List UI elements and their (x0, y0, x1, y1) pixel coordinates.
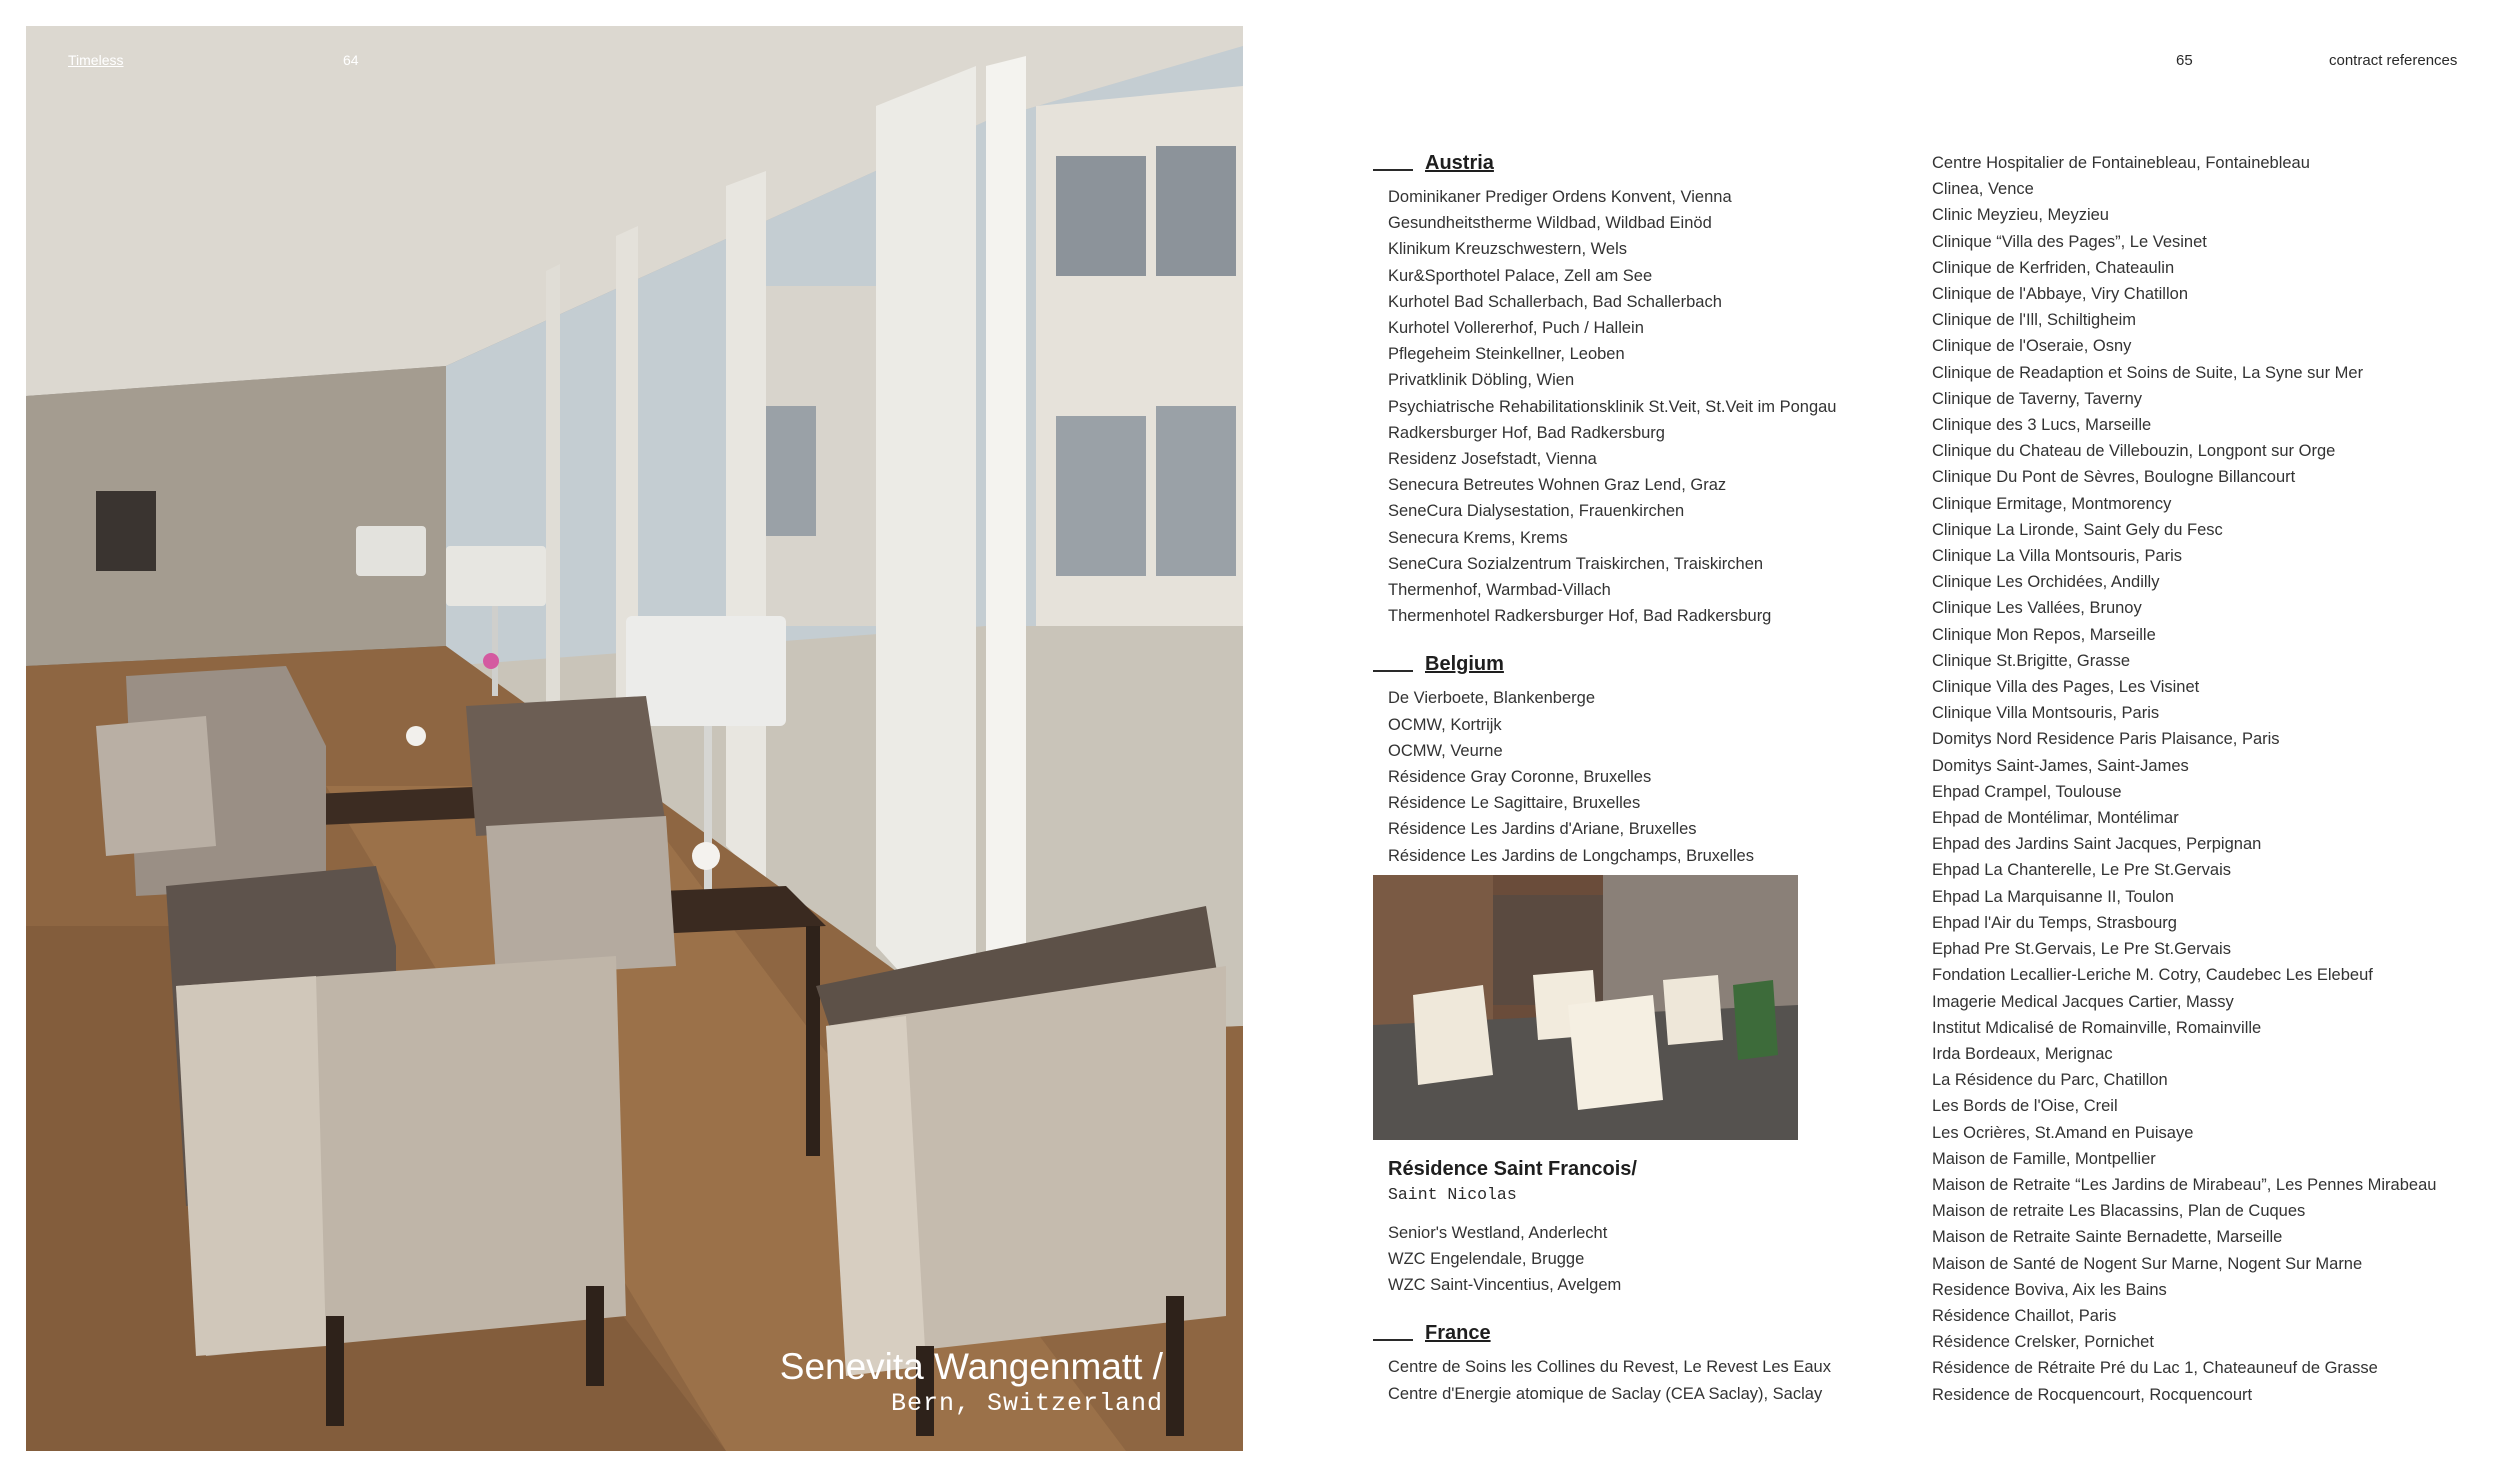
reference-list-france (1373, 1354, 1893, 1406)
inset-caption-title: Résidence Saint Francois/ (1388, 1157, 1637, 1180)
reference-item: Résidence de Rétraite Pré du Lac 1, Chateauneuf de Grasse (1932, 1359, 2378, 1378)
reference-item: Résidence Gray Coronne, Bruxelles (1388, 768, 1652, 787)
reference-item: OCMW, Veurne (1388, 741, 1503, 760)
photo-caption-subtitle: Bern, Switzerland (890, 1389, 1163, 1418)
reference-item: Clinique St.Brigitte, Grasse (1932, 651, 2131, 670)
inset-caption-subtitle: Saint Nicolas (1388, 1184, 1517, 1204)
page-number-right: 65 (2176, 52, 2193, 69)
reference-item: Centre de Soins les Collines du Revest, Le Revest Les Eaux (1388, 1358, 1831, 1377)
reference-item: SeneCura Sozialzentrum Traiskirchen, Traiskirchen (1388, 554, 1764, 573)
reference-item: Kurhotel Vollererhof, Puch / Hallein (1388, 319, 1644, 338)
reference-item: Residenz Josefstadt, Vienna (1388, 450, 1597, 469)
reference-item: Ehpad La Marquisanne II, Toulon (1932, 887, 2174, 906)
country-heading-belgium: Belgium (1425, 652, 1504, 675)
reference-item: Clinique de l'Abbaye, Viry Chatillon (1932, 285, 2188, 304)
reference-item: WZC Engelendale, Brugge (1388, 1250, 1585, 1269)
reference-item: Clinea, Vence (1932, 180, 2034, 199)
reference-item: Clinique Du Pont de Sèvres, Boulogne Billancourt (1932, 468, 2296, 487)
reference-item: Psychiatrische Rehabilitationsklinik St.Veit, St.Veit im Pongau (1388, 397, 1837, 416)
reference-item: Domitys Nord Residence Paris Plaisance, Paris (1932, 730, 2280, 749)
country-heading-france: France (1425, 1321, 1491, 1344)
reference-list-belgium-continued (1373, 1220, 1893, 1299)
reference-item: Résidence Les Jardins d'Ariane, Bruxelles (1388, 820, 1697, 839)
hero-photo-illustration (26, 26, 1243, 1451)
reference-item: Clinique des 3 Lucs, Marseille (1932, 416, 2152, 435)
reference-item: Clinique de Kerfriden, Chateaulin (1932, 258, 2175, 277)
reference-item: Clinique de l'Oseraie, Osny (1932, 337, 2132, 356)
reference-item: Clinique Mon Repos, Marseille (1932, 625, 2156, 644)
reference-item: Fondation Lecallier-Leriche M. Cotry, Caudebec Les Elebeuf (1932, 966, 2373, 985)
reference-item: Clinique de Readaption et Soins de Suite, La Syne sur Mer (1932, 363, 2364, 382)
reference-item: Clinique La Lironde, Saint Gely du Fesc (1932, 520, 2223, 539)
inset-photo-illustration (1373, 875, 1798, 1140)
reference-item: Clinique Ermitage, Montmorency (1932, 494, 2172, 513)
reference-item: WZC Saint-Vincentius, Avelgem (1388, 1276, 1622, 1295)
reference-item: Résidence Crelsker, Pornichet (1932, 1333, 2154, 1352)
reference-item: Institut Mdicalisé de Romainville, Romainville (1932, 1018, 2262, 1037)
reference-item: Maison de Famille, Montpellier (1932, 1149, 2156, 1168)
reference-item: Clinic Meyzieu, Meyzieu (1932, 206, 2109, 225)
reference-item: Irda Bordeaux, Merignac (1932, 1044, 2113, 1063)
country-block-france (1373, 1320, 1893, 1406)
reference-item: Domitys Saint-James, Saint-James (1932, 756, 2189, 775)
reference-item: Dominikaner Prediger Ordens Konvent, Vienna (1388, 188, 1732, 206)
reference-item: Thermenhotel Radkersburger Hof, Bad Radkersburg (1388, 607, 1772, 626)
reference-item: Centre Hospitalier de Fontainebleau, Fontainebleau (1932, 154, 2310, 172)
country-block-austria (1373, 150, 1893, 629)
photo-caption-title: Senevita Wangenmatt / (779, 1346, 1163, 1387)
heading-rule (1373, 670, 1413, 672)
reference-item: Ehpad l'Air du Temps, Strasbourg (1932, 913, 2177, 932)
reference-item: Imagerie Medical Jacques Cartier, Massy (1932, 992, 2234, 1011)
reference-item: Ehpad des Jardins Saint Jacques, Perpignan (1932, 835, 2262, 854)
reference-item: Klinikum Kreuzschwestern, Wels (1388, 240, 1628, 259)
reference-list-france-continued (1932, 150, 2492, 1408)
reference-item: Ehpad de Montélimar, Montélimar (1932, 809, 2179, 828)
reference-item: Clinique de Taverny, Taverny (1932, 389, 2143, 408)
inset-photo (1373, 875, 1798, 1140)
reference-item: Ehpad Crampel, Toulouse (1932, 782, 2122, 801)
reference-item: Clinique de l'Ill, Schiltigheim (1932, 311, 2136, 330)
reference-item: Les Ocrières, St.Amand en Puisaye (1932, 1123, 2194, 1142)
reference-item: Senior's Westland, Anderlecht (1388, 1223, 1608, 1242)
reference-item: Maison de retraite Les Blacassins, Plan de Cuques (1932, 1202, 2306, 1221)
reference-item: De Vierboete, Blankenberge (1388, 689, 1596, 708)
reference-item: Résidence Chaillot, Paris (1932, 1306, 2117, 1325)
reference-item: Pflegeheim Steinkellner, Leoben (1388, 345, 1625, 364)
reference-item: Ephad Pre St.Gervais, Le Pre St.Gervais (1932, 940, 2231, 959)
photo-caption (780, 1345, 1163, 1419)
reference-item: Gesundheitstherme Wildbad, Wildbad Einöd (1388, 214, 1712, 233)
reference-item: Clinique Villa Montsouris, Paris (1932, 704, 2160, 723)
reference-item: Residence Boviva, Aix les Bains (1932, 1280, 2167, 1299)
country-block-belgium (1373, 651, 1893, 1298)
reference-item: Kur&Sporthotel Palace, Zell am See (1388, 266, 1653, 285)
reference-item: La Résidence du Parc, Chatillon (1932, 1071, 2168, 1090)
reference-item: Clinique La Villa Montsouris, Paris (1932, 547, 2183, 566)
reference-item: Clinique du Chateau de Villebouzin, Longpont sur Orge (1932, 442, 2336, 461)
header-link-timeless[interactable]: Timeless (68, 52, 124, 68)
inset-caption (1373, 1156, 1893, 1208)
references-column-left (1373, 150, 1893, 1429)
heading-rule (1373, 1339, 1413, 1341)
reference-item: Clinique Villa des Pages, Les Visinet (1932, 678, 2200, 697)
reference-item: Privatklinik Döbling, Wien (1388, 371, 1575, 390)
reference-list-austria (1373, 184, 1893, 629)
reference-item: Clinique Les Vallées, Brunoy (1932, 599, 2142, 618)
reference-item: Kurhotel Bad Schallerbach, Bad Schallerbach (1388, 292, 1722, 311)
hero-photo (26, 26, 1243, 1451)
reference-item: OCMW, Kortrijk (1388, 715, 1502, 734)
reference-item: Maison de Retraite Sainte Bernadette, Marseille (1932, 1228, 2283, 1247)
reference-item: Ehpad La Chanterelle, Le Pre St.Gervais (1932, 861, 2232, 880)
reference-item: Thermenhof, Warmbad-Villach (1388, 581, 1611, 600)
page-number-left: 64 (343, 52, 359, 68)
reference-list-belgium (1373, 685, 1893, 868)
country-heading-austria: Austria (1425, 151, 1494, 174)
reference-item: Les Bords de l'Oise, Creil (1932, 1097, 2118, 1116)
reference-item: Senecura Krems, Krems (1388, 528, 1568, 547)
reference-item: Maison de Retraite “Les Jardins de Mirabeau”, Les Pennes Mirabeau (1932, 1175, 2437, 1194)
reference-item: Senecura Betreutes Wohnen Graz Lend, Graz (1388, 476, 1727, 495)
reference-item: Centre d'Energie atomique de Saclay (CEA Saclay), Saclay (1388, 1384, 1823, 1403)
heading-rule (1373, 169, 1413, 171)
reference-item: Résidence Le Sagittaire, Bruxelles (1388, 794, 1641, 813)
reference-item: Radkersburger Hof, Bad Radkersburg (1388, 423, 1665, 442)
reference-item: Résidence Les Jardins de Longchamps, Bruxelles (1388, 846, 1754, 865)
references-column-right (1932, 150, 2492, 1408)
reference-item: Maison de Santé de Nogent Sur Marne, Nogent Sur Marne (1932, 1254, 2363, 1273)
reference-item: Residence de Rocquencourt, Rocquencourt (1932, 1385, 2253, 1404)
reference-item: Clinique Les Orchidées, Andilly (1932, 573, 2160, 592)
section-title: contract references (2329, 52, 2458, 69)
reference-item: SeneCura Dialysestation, Frauenkirchen (1388, 502, 1685, 521)
reference-item: Clinique “Villa des Pages”, Le Vesinet (1932, 232, 2207, 251)
